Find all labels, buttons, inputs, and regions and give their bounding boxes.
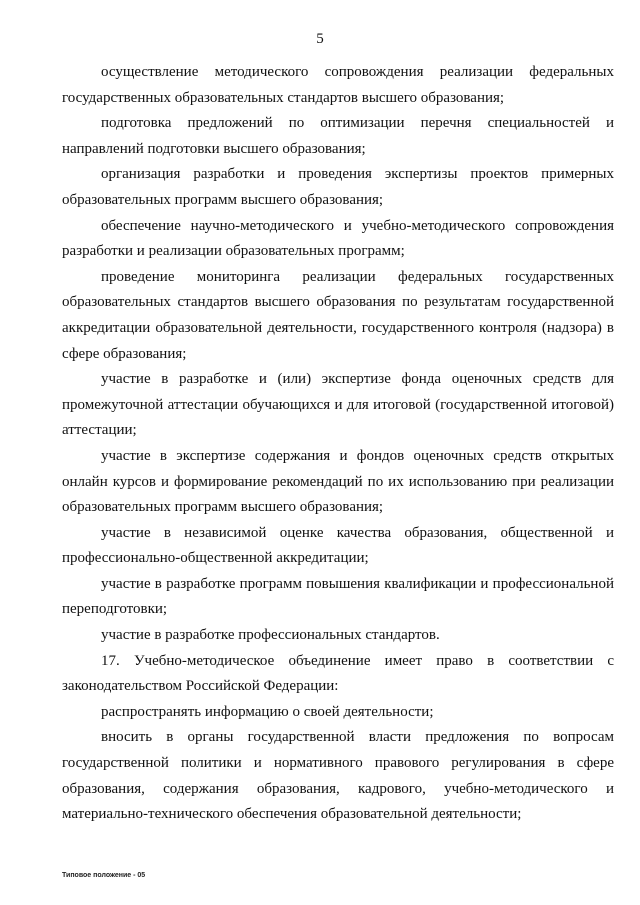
paragraph: обеспечение научно-методического и учебно-методического сопровождения разработки и реализации образовательных программ; <box>62 217 614 260</box>
page-number: 5 <box>316 31 324 47</box>
paragraph: подготовка предложений по оптимизации перечня специальностей и направлений подготовки высшего образования; <box>62 115 614 157</box>
paragraph: осуществление методического сопровождения реализации федеральных государственных образовательных стандартов высшего образования; <box>62 64 614 106</box>
paragraph: вносить в органы государственной власти предложения по вопросам государственной политики и нормативного правового регулирования в сфере образования, содержания образования, кадрового, учебно-методического и материально-технического обеспечения образовательной деятельности; <box>62 729 614 823</box>
document-body <box>62 60 614 828</box>
paragraph: проведение мониторинга реализации федеральных государственных образовательных стандартов высшего образования по результатам государственной аккредитации образовательной деятельности, государственного контроля (надзора) в сфере образования; <box>62 268 614 362</box>
section-17-paragraph: 17. Учебно-методическое объединение имеет право в соответствии с законодательством Российской Федерации: <box>62 652 614 695</box>
paragraph: участие в разработке и (или) экспертизе фонда оценочных средств для промежуточной аттестации обучающихся и для итоговой (государственной итоговой) аттестации; <box>62 371 614 439</box>
paragraph: организация разработки и проведения экспертизы проектов примерных образовательных программ высшего образования; <box>62 166 614 208</box>
paragraph: участие в разработке профессиональных стандартов. <box>101 627 440 644</box>
paragraph: участие в разработке программ повышения квалификации и профессиональной переподготовки; <box>62 575 614 618</box>
paragraph: распространять информацию о своей деятельности; <box>101 703 434 720</box>
paragraph: участие в независимой оценке качества образования, общественной и профессионально-общественной аккредитации; <box>62 524 614 567</box>
page-footer: Типовое положение - 05 <box>62 872 146 879</box>
paragraph: участие в экспертизе содержания и фондов оценочных средств открытых онлайн курсов и формирование рекомендаций по их использованию при реализации образовательных программ высшего образования; <box>62 447 614 516</box>
